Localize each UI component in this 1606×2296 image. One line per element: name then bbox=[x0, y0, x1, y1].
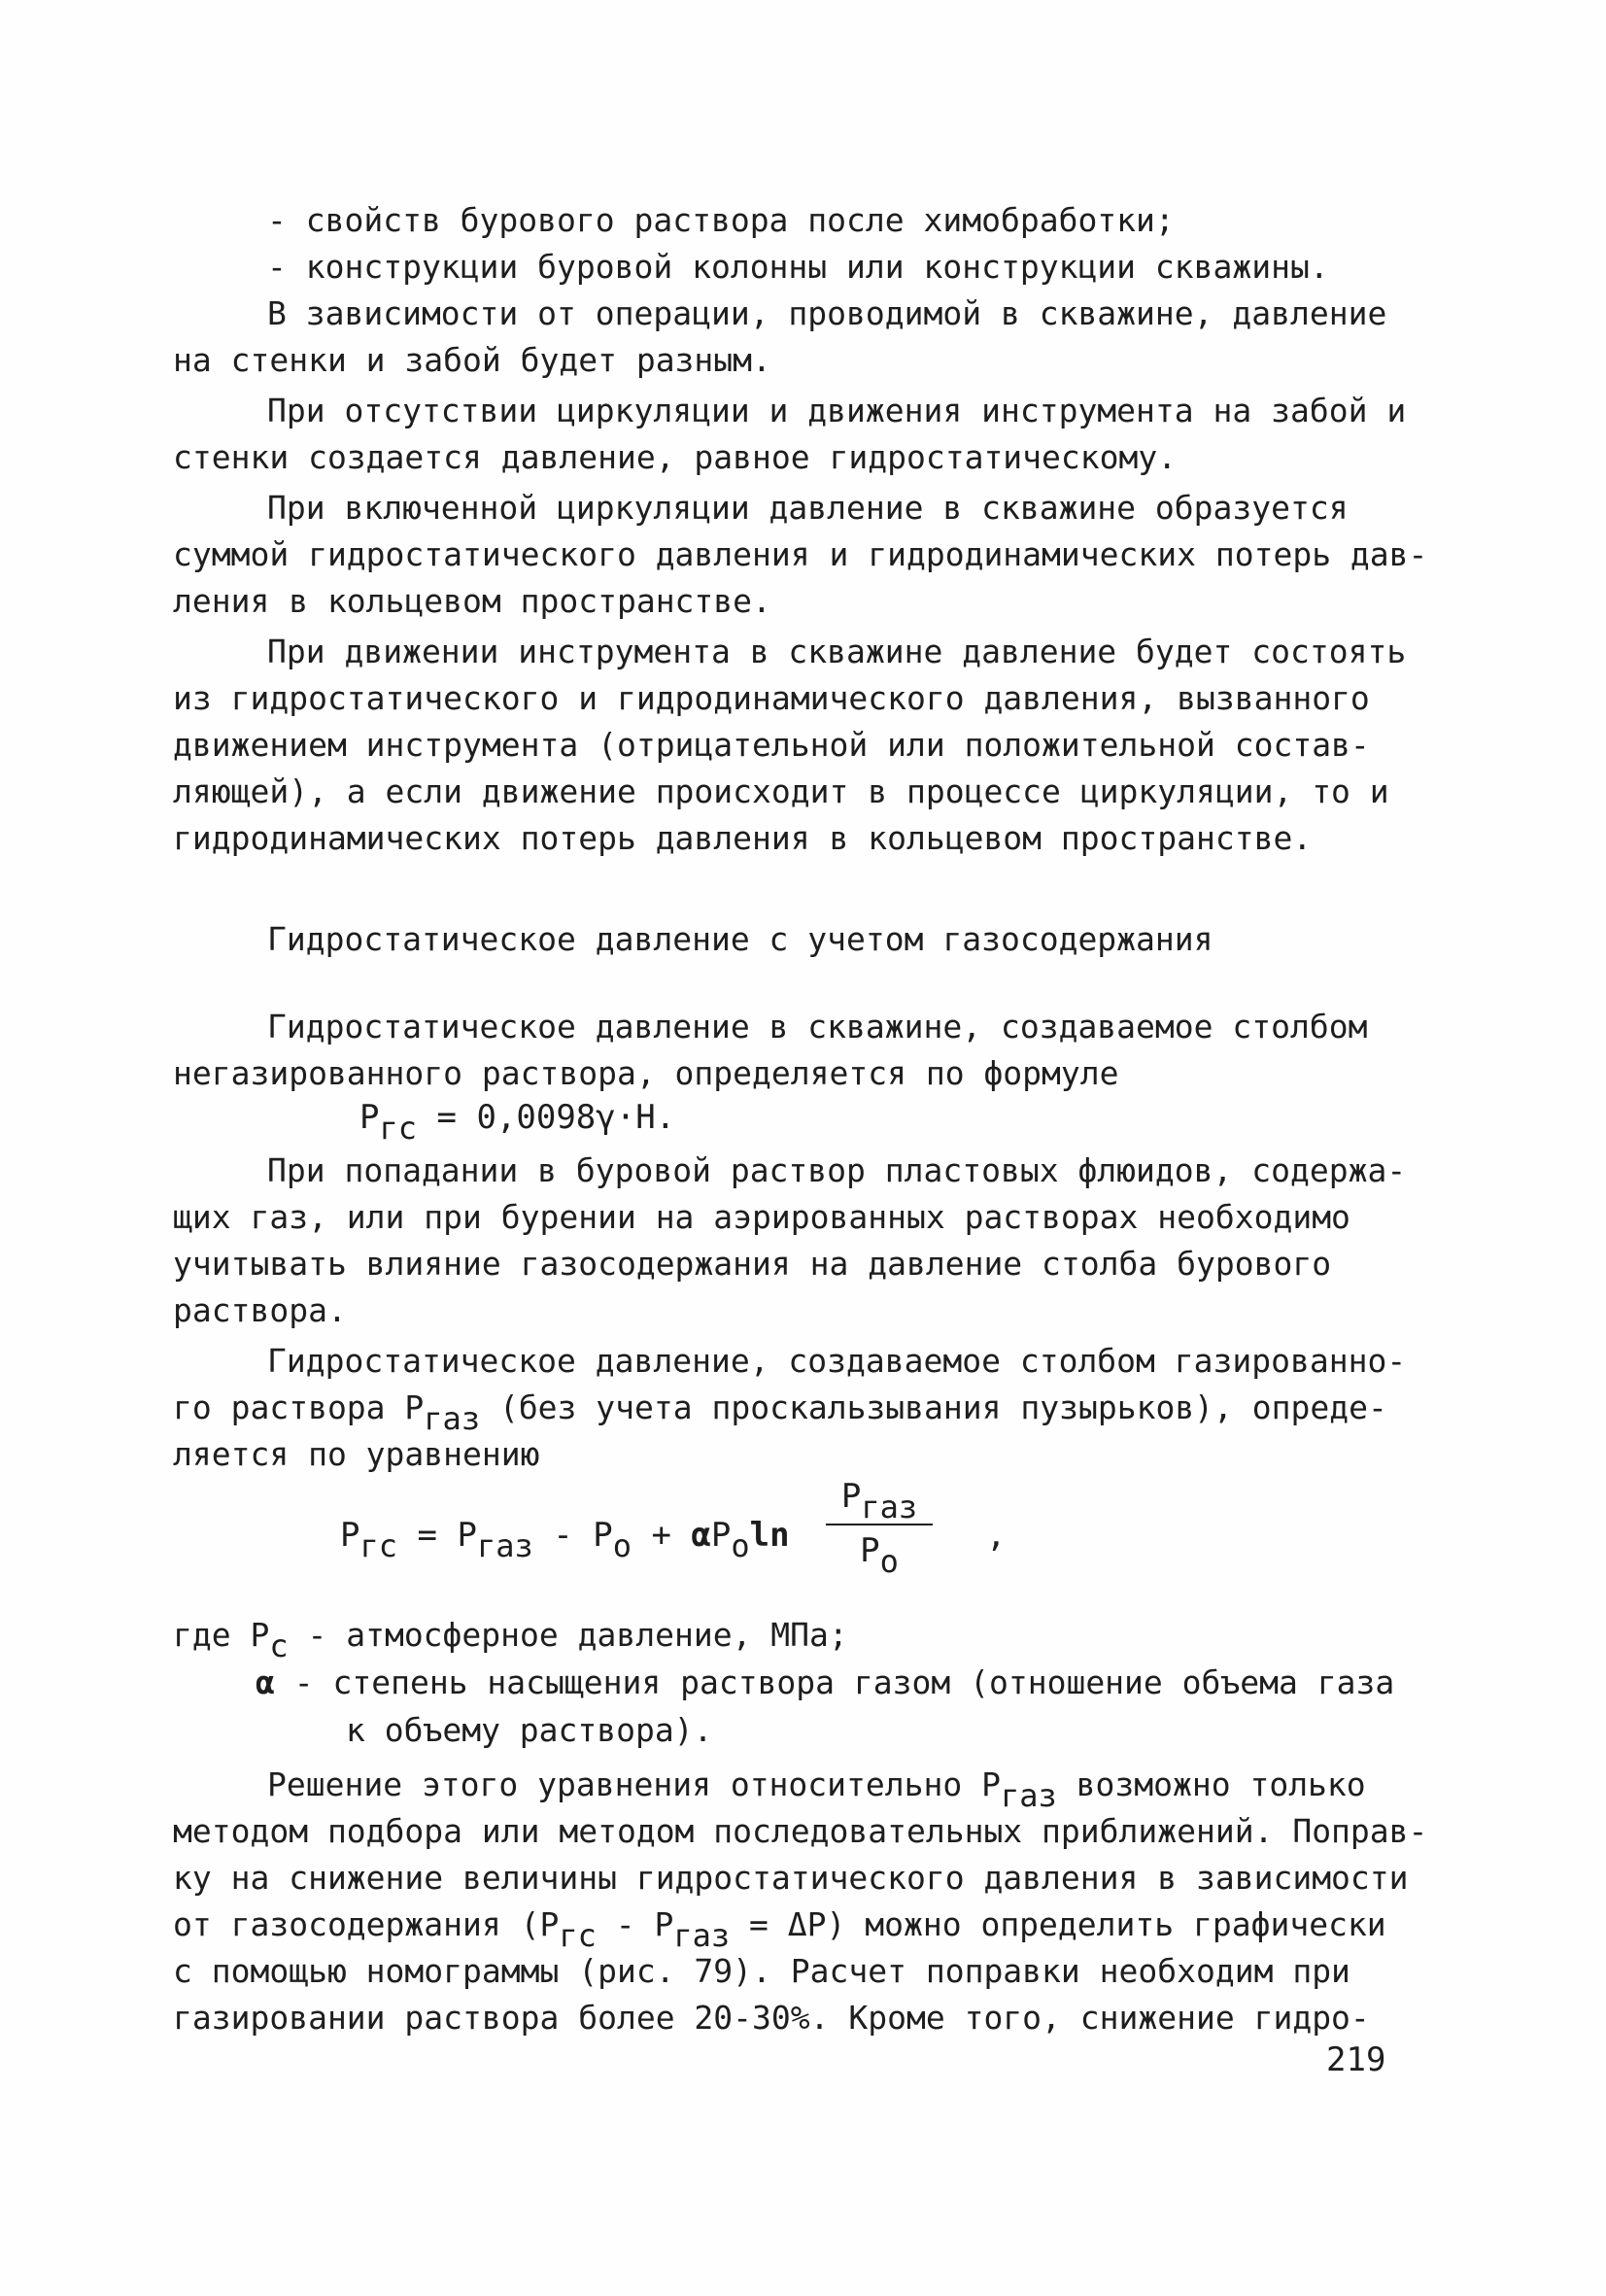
legend-row-a-cont: к объему раствора). bbox=[346, 1711, 713, 1749]
text-run: - степень насыщения раствора газом (отношение объема газа bbox=[274, 1663, 1395, 1701]
paragraph-line: методом подбора или методом последовательных приближений. Поправ- bbox=[173, 1812, 1428, 1850]
paragraph-line: стенки создается давление, равное гидростатическому. bbox=[173, 438, 1178, 476]
fraction-numerator bbox=[826, 1477, 933, 1525]
formula-subscript: с bbox=[269, 1628, 289, 1664]
formula-comma: , bbox=[986, 1516, 1007, 1555]
formula-symbol: P bbox=[457, 1516, 477, 1555]
formula-fraction bbox=[826, 1477, 933, 1580]
paragraph-line: При движении инструмента в скважине давление будет состоять bbox=[267, 633, 1407, 670]
formula-lhs bbox=[340, 1516, 790, 1564]
paragraph-line: гидродинамических потерь давления в кольцевом пространстве. bbox=[173, 819, 1313, 857]
text-run: - P bbox=[596, 1905, 674, 1943]
formula-subscript: газ bbox=[861, 1489, 918, 1525]
fraction-denominator bbox=[826, 1531, 933, 1580]
formula-rhs: = 0,0098γ·H. bbox=[436, 1098, 676, 1137]
paragraph-line: негазированного раствора, определяется по формуле bbox=[173, 1054, 1119, 1092]
paragraph-line: Гидростатическое давление, создаваемое столбом газированно- bbox=[267, 1342, 1407, 1380]
formula-subscript: о bbox=[731, 1527, 750, 1564]
paragraph-line: При попадании в буровой раствор пластовых флюидов, содержа- bbox=[267, 1151, 1407, 1189]
paragraph-line: При отсутствии циркуляции и движения инструмента на забой и bbox=[267, 392, 1407, 429]
formula-subscript: гс bbox=[359, 1527, 398, 1564]
formula-subscript: газ bbox=[424, 1400, 481, 1437]
text-run: = ΔP) можно определить графически bbox=[730, 1905, 1386, 1943]
text-run: (без учета проскальзывания пузырьков), опреде- bbox=[480, 1388, 1387, 1426]
text-run: от газосодержания (P bbox=[173, 1905, 560, 1943]
paragraph-line: При включенной циркуляции давление в скважине образуется bbox=[267, 489, 1349, 527]
paragraph-line: В зависимости от операции, проводимой в скважине, давление bbox=[267, 294, 1387, 332]
formula-subscript: гс bbox=[379, 1110, 418, 1147]
paragraph-line bbox=[173, 1901, 1426, 1954]
paragraph-line: - конструкции буровой колонны или конструкции скважины. bbox=[267, 248, 1329, 286]
paragraph-line bbox=[267, 1761, 1426, 1814]
page-number: 219 bbox=[1326, 2040, 1386, 2079]
formula-symbol: α bbox=[691, 1516, 711, 1555]
formula-hydrostatic bbox=[359, 1098, 676, 1147]
paragraph-line: ку на снижение величины гидростатического давления в зависимости bbox=[173, 1859, 1409, 1897]
paragraph-line: ления в кольцевом пространстве. bbox=[173, 582, 771, 620]
section-heading: Гидростатическое давление с учетом газосодержания bbox=[267, 920, 1213, 958]
paragraph-line: Гидростатическое давление в скважине, создаваемое столбом bbox=[267, 1008, 1368, 1045]
formula-gasified bbox=[340, 1477, 1040, 1613]
text-run: го раствора P bbox=[173, 1388, 425, 1426]
formula-symbol: α bbox=[256, 1663, 275, 1701]
paragraph-line: учитывать влияние газосодержания на давление столба бурового bbox=[173, 1245, 1332, 1283]
formula-function: ln bbox=[749, 1516, 790, 1555]
formula-subscript: гс bbox=[559, 1917, 597, 1954]
paragraph-line: газировании раствора более 20-30%. Кроме того, снижение гидро- bbox=[173, 1999, 1370, 2037]
paragraph-line: ляющей), а если движение происходит в процессе циркуляции, то и bbox=[173, 772, 1389, 810]
paragraph-line: суммой гидростатического давления и гидродинамических потерь дав- bbox=[173, 535, 1428, 573]
formula-symbol: P bbox=[340, 1516, 360, 1555]
paragraph-line: - свойств бурового раствора после химобработки; bbox=[267, 201, 1175, 239]
text-run: Решение этого уравнения относительно P bbox=[267, 1765, 1001, 1803]
formula-operator: + bbox=[651, 1516, 671, 1555]
paragraph-line: раствора. bbox=[173, 1291, 347, 1329]
formula-symbol: P bbox=[860, 1531, 880, 1570]
formula-subscript: газ bbox=[476, 1527, 533, 1564]
legend-row-pc bbox=[173, 1611, 848, 1664]
paragraph-line: движением инструмента (отрицательной или положительной состав- bbox=[173, 726, 1370, 764]
formula-operator: = bbox=[417, 1516, 437, 1555]
paragraph-line bbox=[173, 1384, 1426, 1437]
text-run: где P bbox=[173, 1616, 270, 1654]
formula-symbol: P bbox=[593, 1516, 613, 1555]
formula-symbol: P bbox=[359, 1098, 380, 1137]
formula-symbol: P bbox=[710, 1516, 732, 1555]
text-run: - атмосферное давление, МПа; bbox=[288, 1616, 848, 1654]
formula-subscript: газ bbox=[1000, 1777, 1057, 1814]
formula-operator: - bbox=[553, 1516, 573, 1555]
paragraph-line: на стенки и забой будет разным. bbox=[173, 341, 771, 379]
formula-subscript: газ bbox=[673, 1917, 731, 1954]
formula-subscript: о bbox=[612, 1527, 632, 1564]
formula-symbol: P bbox=[840, 1477, 862, 1516]
text-run: возможно только bbox=[1056, 1765, 1366, 1803]
paragraph-line: ляется по уравнению bbox=[173, 1435, 540, 1473]
legend-row-a bbox=[256, 1659, 1394, 1706]
paragraph-line: из гидростатического и гидродинамического давления, вызванного bbox=[173, 679, 1370, 717]
paragraph-line: щих газ, или при бурении на аэрированных растворах необходимо bbox=[173, 1198, 1350, 1236]
paragraph-line: с помощью номограммы (рис. 79). Расчет поправки необходим при bbox=[173, 1952, 1350, 1990]
formula-subscript: о bbox=[879, 1543, 899, 1580]
